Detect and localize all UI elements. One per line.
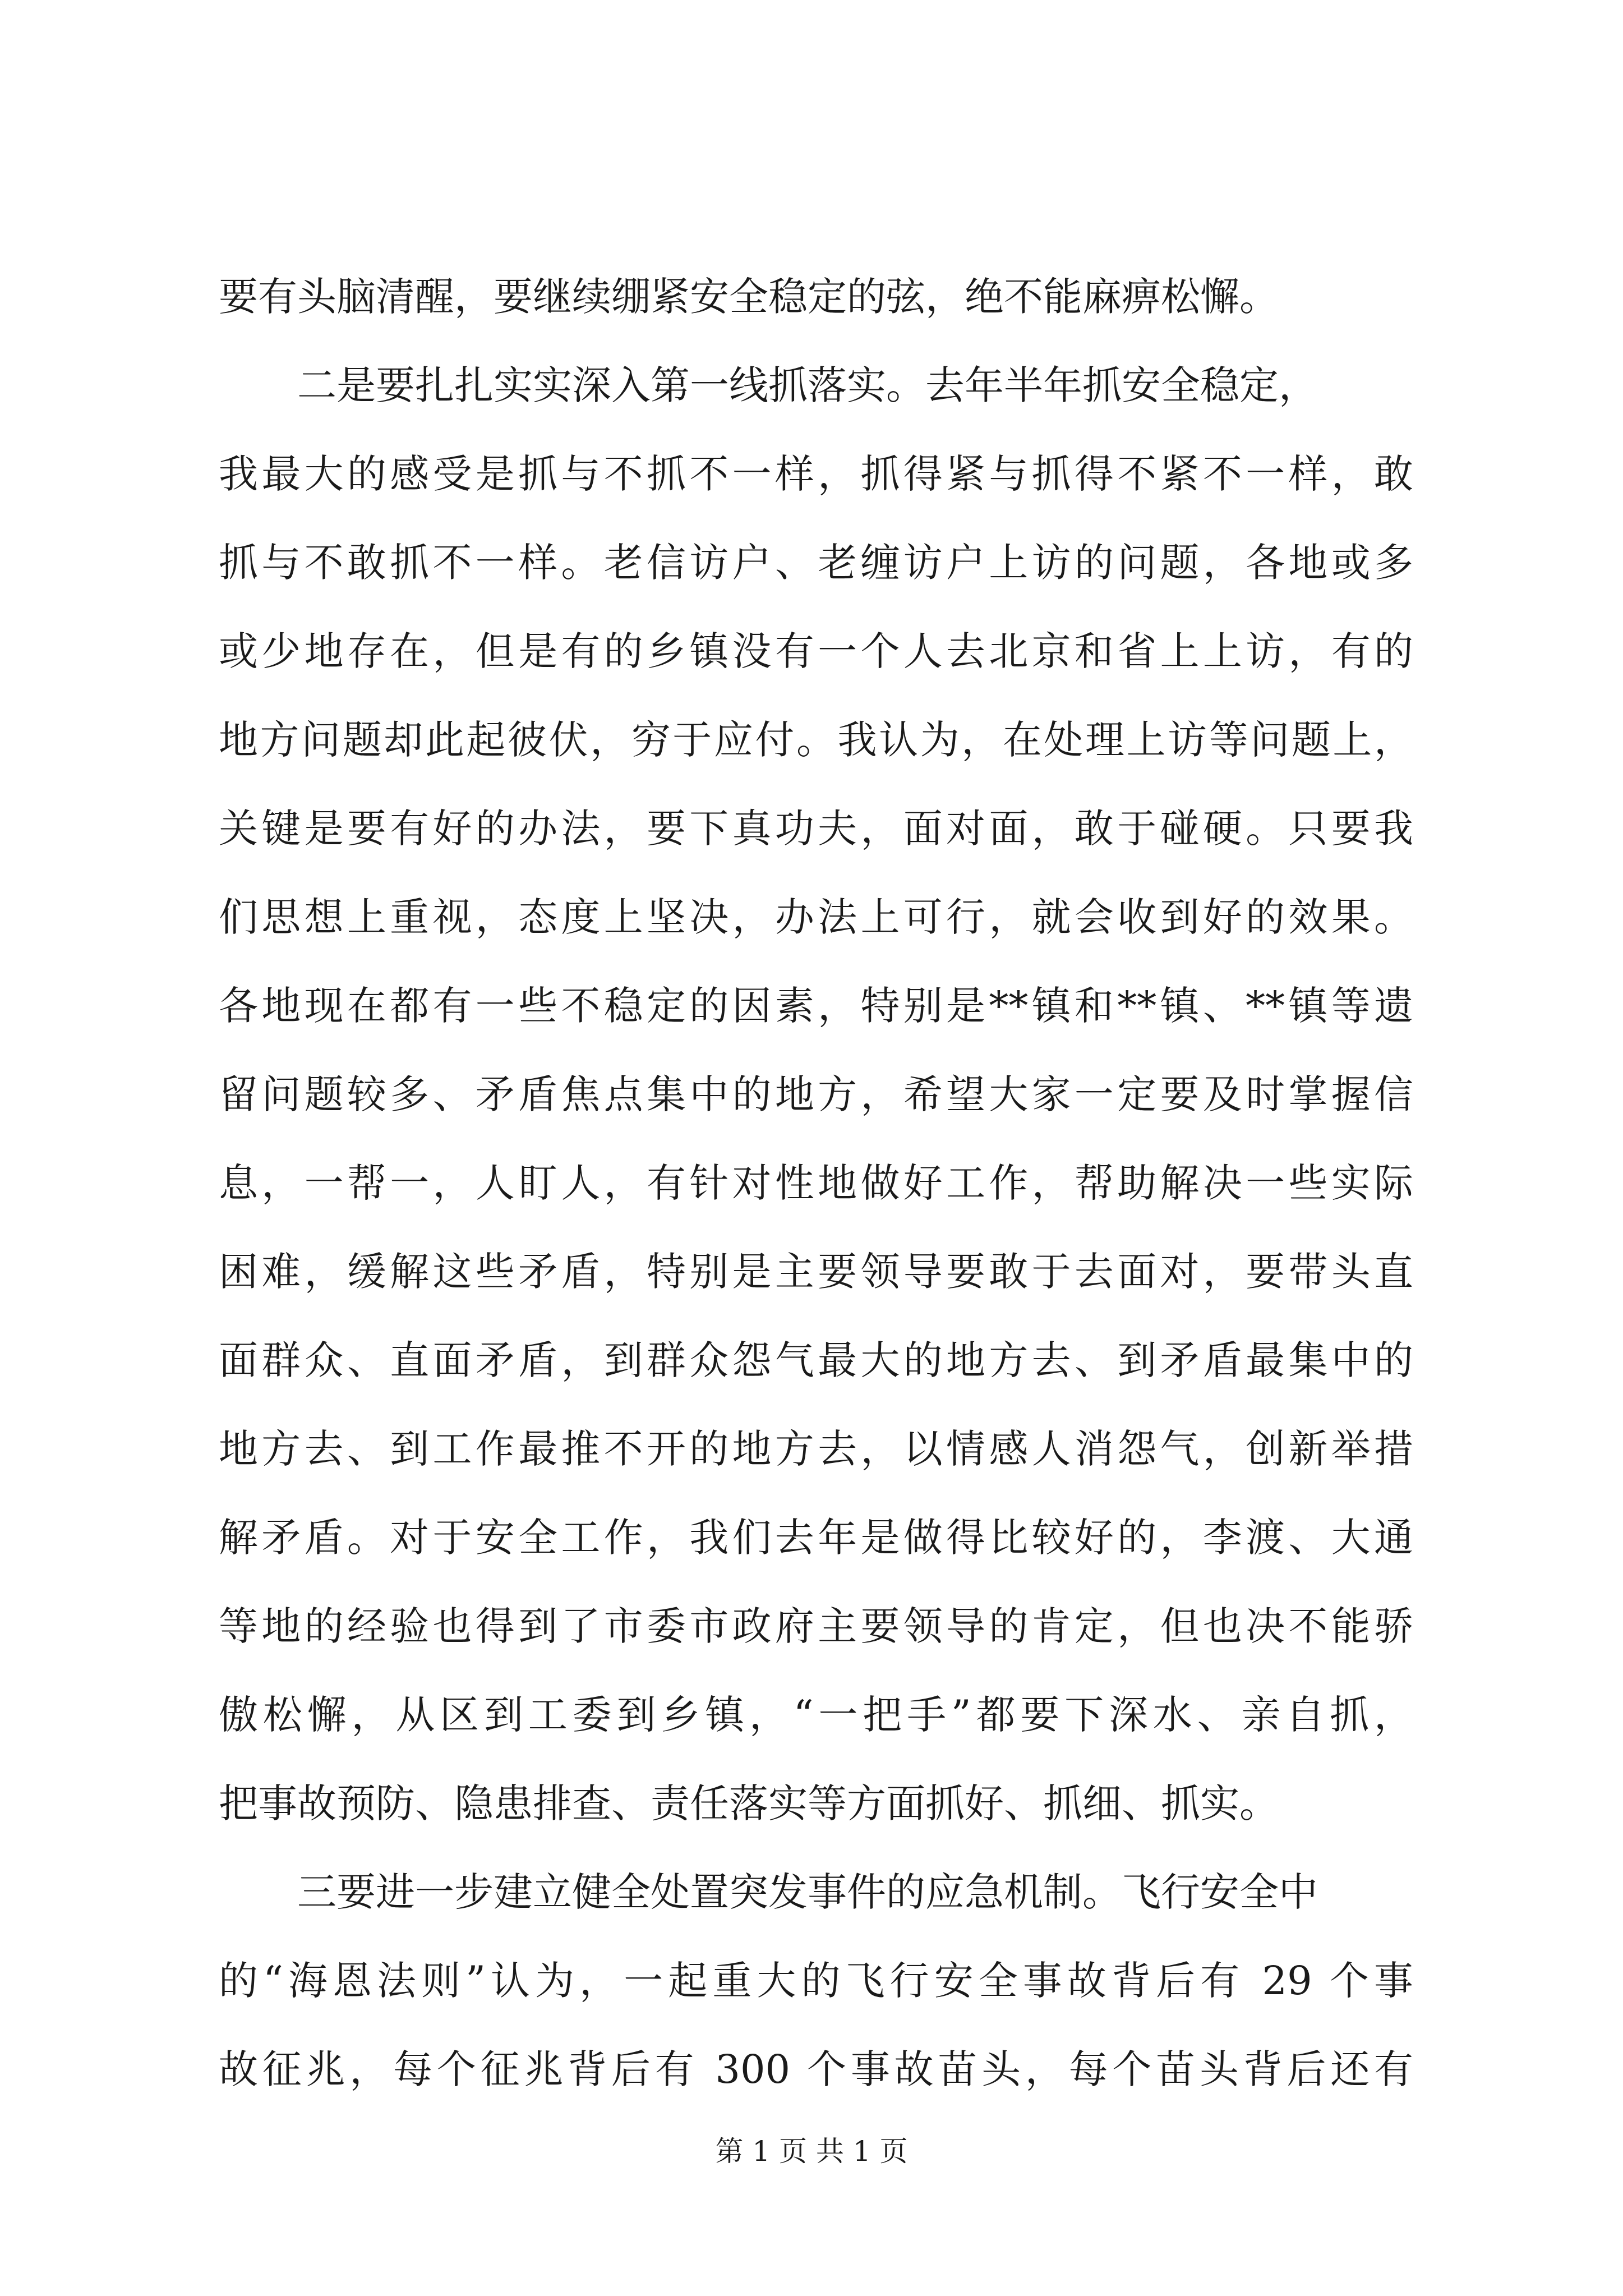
text-line: 抓与不敢抓不一样。老信访户、老缠访户上访的问题，各地或多 bbox=[219, 540, 1413, 586]
text-line: 我最大的感受是抓与不抓不一样，抓得紧与抓得不紧不一样，敢 bbox=[219, 451, 1413, 497]
text-line: 故征兆，每个征兆背后有 300 个事故苗头，每个苗头背后还有 bbox=[219, 2046, 1413, 2092]
text-line: 地方问题却此起彼伏，穷于应付。我认为，在处理上访等问题上， bbox=[219, 717, 1413, 763]
text-line: 息，一帮一，人盯人，有针对性地做好工作，帮助解决一些实际 bbox=[219, 1160, 1413, 1206]
text-line: 或少地存在，但是有的乡镇没有一个人去北京和省上上访，有的 bbox=[219, 628, 1413, 674]
page-footer bbox=[0, 2134, 1623, 2168]
text-line: 要有头脑清醒，要继续绷紧安全稳定的弦，绝不能麻痹松懈。 bbox=[219, 274, 1279, 320]
text-line: 等地的经验也得到了市委市政府主要领导的肯定，但也决不能骄 bbox=[219, 1603, 1413, 1649]
text-line: 解矛盾。对于安全工作，我们去年是做得比较好的，李渡、大通 bbox=[219, 1515, 1413, 1561]
text-line: 留问题较多、矛盾焦点集中的地方，希望大家一定要及时掌握信 bbox=[219, 1071, 1413, 1117]
paragraph-start-line: 二是要扎扎实实深入第一线抓落实。去年半年抓安全稳定， bbox=[297, 362, 1318, 408]
document-body bbox=[219, 252, 1413, 2114]
text-line: 面群众、直面矛盾，到群众怨气最大的地方去、到矛盾最集中的 bbox=[219, 1337, 1413, 1383]
text-line: 地方去、到工作最推不开的地方去，以情感人消怨气，创新举措 bbox=[219, 1426, 1413, 1472]
text-line: 关键是要有好的办法，要下真功夫，面对面，敢于碰硬。只要我 bbox=[219, 806, 1413, 852]
text-line: 困难，缓解这些矛盾，特别是主要领导要敢于去面对，要带头直 bbox=[219, 1249, 1413, 1295]
paragraph-start-line: 三要进一步建立健全处置突发事件的应急机制。飞行安全中 bbox=[297, 1869, 1318, 1915]
text-line: 把事故预防、隐患排查、责任落实等方面抓好、抓细、抓实。 bbox=[219, 1780, 1279, 1826]
text-line: 们思想上重视，态度上坚决，办法上可行，就会收到好的效果。 bbox=[219, 894, 1413, 940]
page-number-label: 第 1 页 共 1 页 bbox=[715, 2135, 908, 2168]
text-line: 的“海恩法则”认为，一起重大的飞行安全事故背后有 29 个事 bbox=[219, 1958, 1413, 2004]
text-line: 傲松懈，从区到工委到乡镇，“一把手”都要下深水、亲自抓， bbox=[219, 1692, 1413, 1738]
text-line: 各地现在都有一些不稳定的因素，特别是**镇和**镇、**镇等遗 bbox=[219, 983, 1413, 1029]
